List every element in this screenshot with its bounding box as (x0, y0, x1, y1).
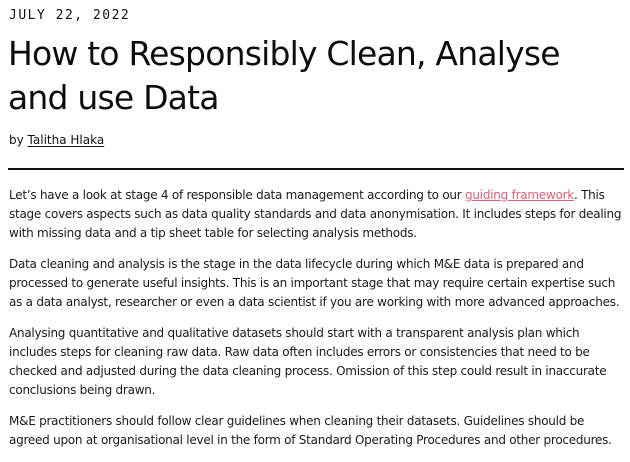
paragraph-1 (9, 186, 623, 243)
post-title: How to Responsibly Clean, Analyse and use Data (8, 34, 560, 117)
byline (9, 133, 104, 147)
article-body (9, 186, 623, 462)
guiding-framework-link[interactable]: guiding framework (465, 188, 574, 202)
header-divider (8, 168, 624, 170)
post-date: JULY 22, 2022 (9, 8, 131, 23)
author-link[interactable]: Talitha Hlaka (27, 133, 105, 147)
paragraph-1-intro: Let’s have a look at stage 4 of responsible data management according to our (9, 188, 466, 202)
paragraph-4: M&E practitioners should follow clear guidelines when cleaning their datasets. Guidelines should be agreed upon at organisational level in the form of Standard Operating Procedures and other procedures. (9, 414, 612, 447)
paragraph-3: Analysing quantitative and qualitative datasets should start with a transparent analysis plan which includes steps for cleaning raw data. Raw data often includes errors or consistencies that need to be checked and adjusted during the data cleaning process. Omission of this step could result in inaccurate conclusions being drawn. (9, 326, 607, 397)
paragraph-1-rest: . This stage covers aspects such as data quality standards and data anonymisation. It includes steps for dealing with missing data and a tip sheet table for selecting analysis methods. (9, 188, 622, 240)
byline-prefix: by (9, 133, 24, 147)
paragraph-2: Data cleaning and analysis is the stage in the data lifecycle during which M&E data is prepared and processed to generate useful insights. This is an important stage that may require certain expertise such as a data analyst, researcher or even a data scientist if you are working with more advanced approaches. (9, 257, 620, 309)
